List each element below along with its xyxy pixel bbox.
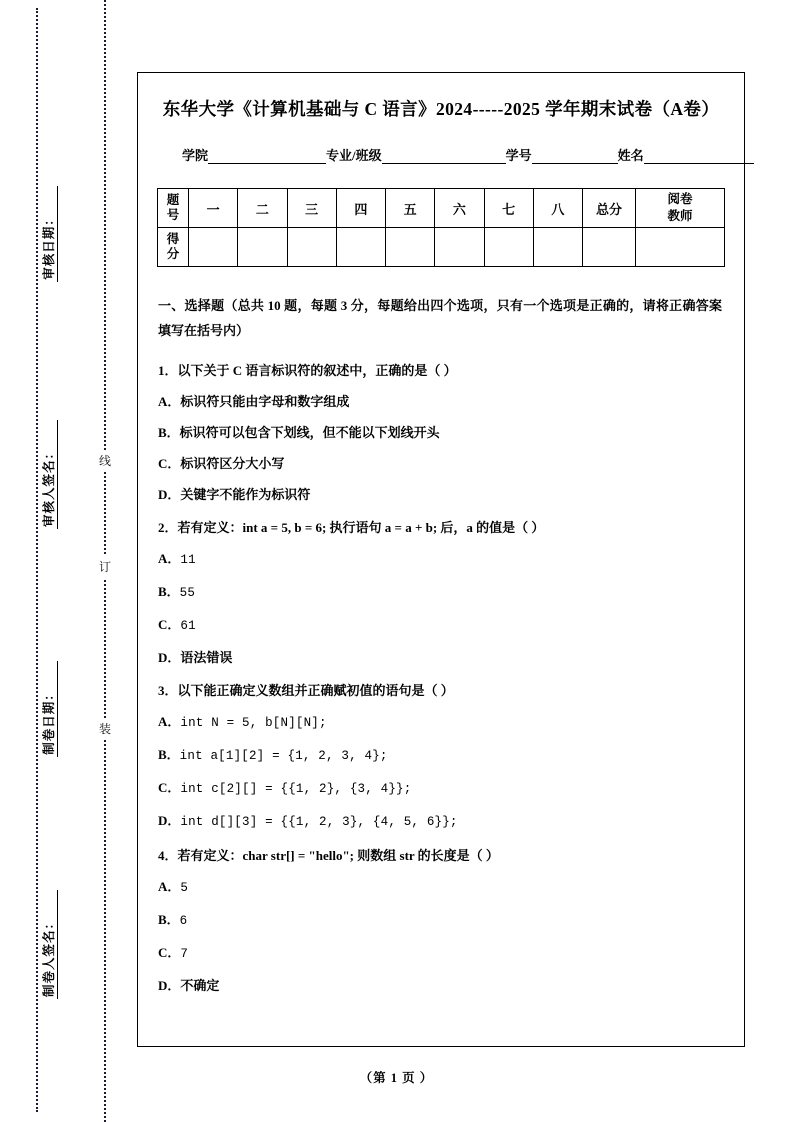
option-key-2a: A． <box>158 551 181 566</box>
option-key-3b: B． <box>158 747 180 762</box>
review-date-text: 审核日期： <box>42 186 58 282</box>
field-major-class-label: 专业/班级 <box>326 148 382 163</box>
question-number-2: 2． <box>158 520 178 535</box>
option-text-1c: 标识符区分大小写 <box>180 456 285 471</box>
option-key-4c: C． <box>158 945 181 960</box>
option-key-2d: D． <box>158 650 181 665</box>
score-cell-5[interactable] <box>386 228 435 267</box>
field-major-class-input[interactable] <box>382 150 506 164</box>
field-student-id <box>506 145 618 164</box>
question-stem-2 <box>158 512 722 543</box>
question-text-3: 以下能正确定义数组并正确赋初值的语句是（ ） <box>177 683 454 698</box>
maker-signature-text: 制卷人签名： <box>42 890 58 999</box>
score-table-col-1: 一 <box>189 189 238 228</box>
option-key-4a: A． <box>158 879 181 894</box>
option-key-2c: C． <box>158 617 181 632</box>
outer-margin-dashed-line <box>36 8 38 1112</box>
option-text-3c: int c[2][] = {{1, 2}, {3, 4}}; <box>180 782 412 796</box>
question-3-option-d[interactable] <box>158 805 722 838</box>
section-heading: 一、选择题（总共 10 题，每题 3 分，每题给出四个选项，只有一个选项是正确的，请将正确答案填写在括号内） <box>158 298 722 338</box>
reviewer-signature-text: 审核人签名： <box>42 420 58 529</box>
option-text-3a: int N = 5, b[N][N]; <box>180 716 327 730</box>
option-text-2c: 61 <box>180 619 196 633</box>
score-table-col-6: 六 <box>435 189 484 228</box>
field-student-id-label: 学号 <box>505 148 532 163</box>
question-2-option-c[interactable] <box>158 609 722 642</box>
question-text-1: 以下关于 C 语言标识符的叙述中，正确的是（ ） <box>177 363 457 378</box>
question-1-option-c[interactable] <box>158 448 722 479</box>
table-row-scores <box>158 228 725 267</box>
margin-rule-char-line: 线 <box>96 450 114 472</box>
option-text-2d: 语法错误 <box>180 650 233 665</box>
option-key-4d: D． <box>158 978 181 993</box>
question-3-option-b[interactable] <box>158 739 722 772</box>
field-college-input[interactable] <box>208 150 326 164</box>
field-major-class <box>326 145 506 164</box>
question-1-option-d[interactable] <box>158 479 722 510</box>
score-table-col-2: 二 <box>238 189 287 228</box>
score-table-col-teacher <box>636 189 725 228</box>
question-2-option-a[interactable] <box>158 543 722 576</box>
score-cell-total[interactable] <box>583 228 636 267</box>
question-text-2: 若有定义：int a = 5, b = 6; 执行语句 a = a + b; 后，a 的值是（ ） <box>177 520 545 535</box>
option-text-2a: 11 <box>180 553 196 567</box>
score-cell-4[interactable] <box>336 228 385 267</box>
score-table <box>157 188 725 267</box>
option-key-1b: B． <box>158 425 180 440</box>
option-text-1b: 标识符可以包含下划线，但不能以下划线开头 <box>179 425 440 440</box>
page-title: 东华大学《计算机基础与 C 语言》2024-----2025 学年期末试卷（A卷） <box>162 99 720 119</box>
score-table-col-5: 五 <box>386 189 435 228</box>
score-cell-2[interactable] <box>238 228 287 267</box>
question-4-option-b[interactable] <box>158 904 722 937</box>
student-info-line <box>156 145 726 164</box>
exam-page-frame <box>137 72 745 1047</box>
make-date-text: 制卷日期： <box>42 661 58 757</box>
score-cell-1[interactable] <box>189 228 238 267</box>
page-footer: （第 1 页 ） <box>359 1071 434 1085</box>
option-text-3d: int d[][3] = {{1, 2, 3}, {4, 5, 6}}; <box>180 815 458 829</box>
score-cell-3[interactable] <box>287 228 336 267</box>
score-table-col-total: 总分 <box>583 189 636 228</box>
score-cell-teacher[interactable] <box>636 228 725 267</box>
make-date-label <box>39 659 57 759</box>
score-table-col-8: 八 <box>533 189 582 228</box>
option-text-1d: 关键字不能作为标识符 <box>180 487 311 502</box>
question-number-1: 1． <box>158 363 178 378</box>
score-table-rowhead-question <box>158 189 189 228</box>
question-1-option-a[interactable] <box>158 386 722 417</box>
option-text-4b: 6 <box>179 914 188 928</box>
margin-rule-char-seal: 装 <box>96 718 114 740</box>
option-text-4a: 5 <box>180 881 189 895</box>
option-key-3a: A． <box>158 714 181 729</box>
question-4-option-d[interactable] <box>158 970 722 1001</box>
question-stem-3 <box>158 675 722 706</box>
question-3-option-c[interactable] <box>158 772 722 805</box>
exam-content <box>138 73 744 1001</box>
field-college <box>182 145 326 164</box>
teacher-header-char2: 教师 <box>667 209 693 223</box>
option-key-3d: D． <box>158 813 181 828</box>
question-content <box>156 293 726 1001</box>
score-table-col-4: 四 <box>336 189 385 228</box>
rowhead-score-char1: 得 <box>166 232 180 246</box>
field-college-label: 学院 <box>182 148 209 163</box>
review-date-label <box>39 184 57 284</box>
score-cell-6[interactable] <box>435 228 484 267</box>
table-row-question-numbers <box>158 189 725 228</box>
option-text-4d: 不确定 <box>180 978 220 993</box>
question-2-option-b[interactable] <box>158 576 722 609</box>
field-name <box>618 145 754 164</box>
option-key-4b: B． <box>158 912 180 927</box>
question-stem-1 <box>158 355 722 386</box>
option-text-4c: 7 <box>180 947 189 961</box>
maker-signature-label <box>39 899 57 999</box>
question-stem-4 <box>158 840 722 871</box>
question-4-option-a[interactable] <box>158 871 722 904</box>
question-number-4: 4． <box>158 848 178 863</box>
score-table-rowhead-score <box>158 228 189 267</box>
rowhead-question-char1: 题 <box>166 193 180 207</box>
option-key-3c: C． <box>158 780 181 795</box>
option-key-1c: C． <box>158 456 181 471</box>
question-4-option-c[interactable] <box>158 937 722 970</box>
score-table-col-7: 七 <box>484 189 533 228</box>
option-text-1a: 标识符只能由字母和数字组成 <box>180 394 350 409</box>
question-2-option-d[interactable] <box>158 642 722 673</box>
option-text-2b: 55 <box>179 586 196 600</box>
teacher-header-char1: 阅卷 <box>667 192 693 206</box>
reviewer-signature-label <box>39 429 57 529</box>
question-1-option-b[interactable] <box>158 417 722 448</box>
option-key-1d: D． <box>158 487 181 502</box>
field-name-input[interactable] <box>644 150 754 164</box>
field-name-label: 姓名 <box>617 148 644 163</box>
score-table-col-3: 三 <box>287 189 336 228</box>
option-key-2b: B． <box>158 584 180 599</box>
score-cell-7[interactable] <box>484 228 533 267</box>
question-text-4: 若有定义：char str[] = "hello"; 则数组 str 的长度是（ ） <box>177 848 499 863</box>
option-text-3b: int a[1][2] = {1, 2, 3, 4}; <box>179 749 388 763</box>
score-cell-8[interactable] <box>533 228 582 267</box>
question-3-option-a[interactable] <box>158 706 722 739</box>
field-student-id-input[interactable] <box>532 150 618 164</box>
margin-rule-char-bind: 订 <box>96 556 114 578</box>
rowhead-question-char2: 号 <box>166 208 180 222</box>
rowhead-score-char2: 分 <box>166 247 180 261</box>
question-number-3: 3． <box>158 683 178 698</box>
option-key-1a: A． <box>158 394 181 409</box>
